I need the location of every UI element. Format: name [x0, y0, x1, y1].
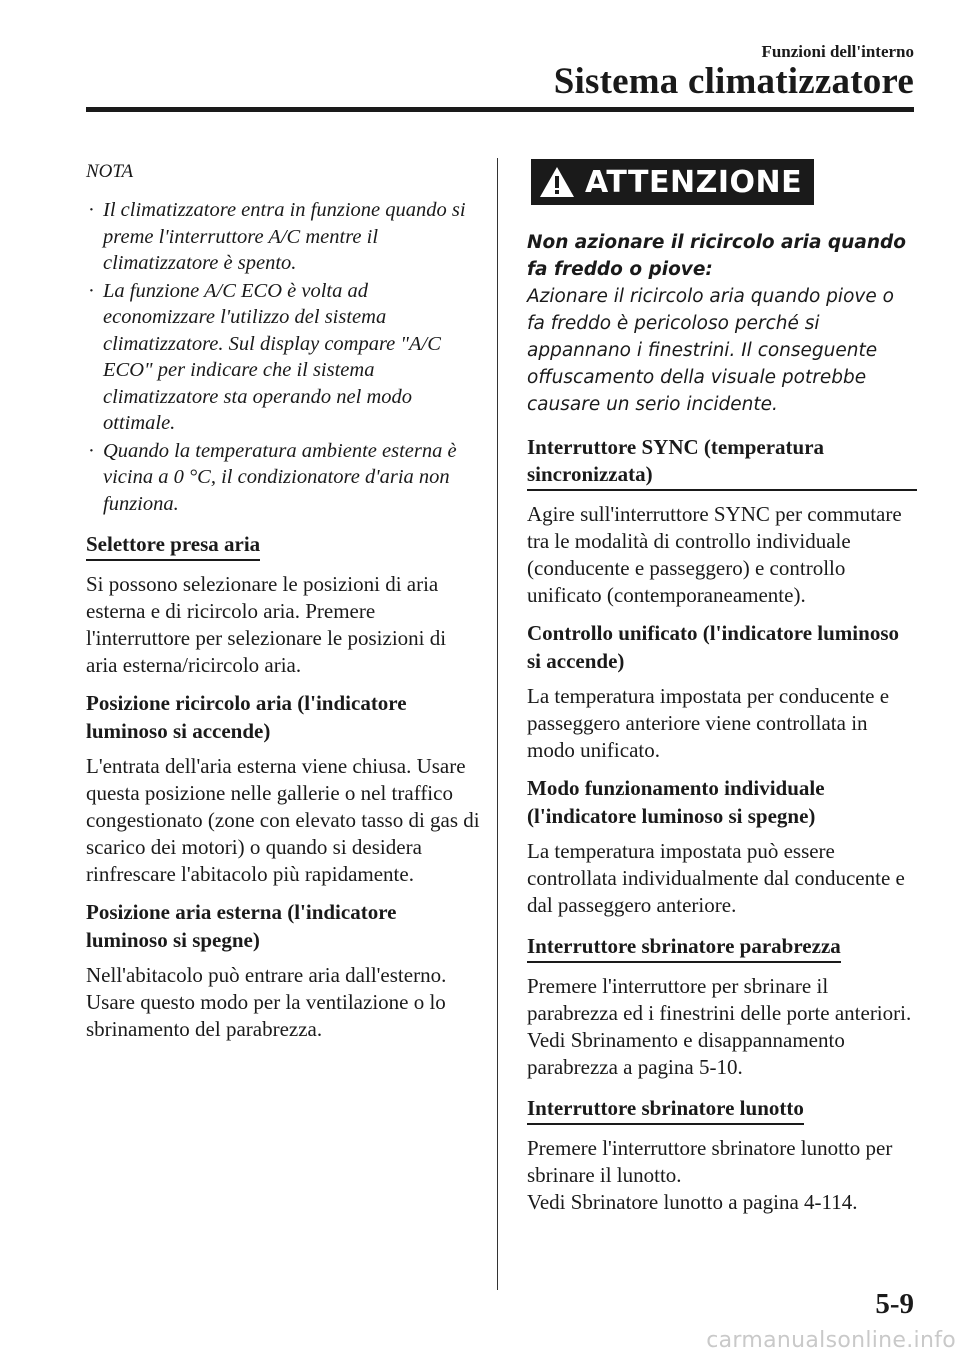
warning-text: Azionare il ricircolo aria quando piove o fa freddo è pericoloso perché si appannano i finestrini. Il conseguente offuscamento della visuale potrebbe causare un serio incidente.: [527, 286, 894, 415]
bullet-icon: ·: [88, 199, 95, 221]
page-title: Sistema climatizzatore: [553, 61, 914, 102]
recirc-text: L'entrata dell'aria esterna viene chiusa. Usare questa posizione nelle gallerie o nel traffico congestionato (zone con elevato tasso di gas di scarico dei motori) o quando si desidera rinfrescare l'abitacolo più rapidamente.: [86, 754, 480, 886]
watermark: carmanualsonline.info: [706, 1328, 956, 1353]
rear-defroster-text: Premere l'interruttore sbrinatore lunotto per sbrinare il lunotto.: [527, 1136, 893, 1187]
column-divider: [497, 158, 498, 1290]
note-item: [86, 438, 480, 518]
note-item: [86, 278, 480, 437]
right-column: [527, 158, 917, 1224]
unified-heading: Controllo unificato (l'indicatore luminoso si accende): [527, 621, 899, 673]
warning-heading: Non azionare il ricircolo aria quando fa freddo o piove:: [527, 232, 906, 280]
windshield-text: Premere l'interruttore per sbrinare il parabrezza ed i finestrini delle porte anteriori.: [527, 974, 912, 1025]
warning-label: ATTENZIONE: [585, 164, 803, 200]
note-item-text: Il climatizzatore entra in funzione quando si preme l'interruttore A/C mentre il climatizzatore è spento.: [103, 199, 466, 274]
note-item-text: Quando la temperatura ambiente esterna è vicina a 0 °C, il condizionatore d'aria non funziona.: [103, 439, 457, 515]
individual-heading: Modo funzionamento individuale (l'indicatore luminoso si spegne): [527, 776, 825, 828]
warning-body: [527, 229, 917, 418]
warning-badge: [531, 159, 814, 205]
windshield-heading: Interruttore sbrinatore parabrezza: [527, 933, 841, 963]
sync-heading: Interruttore SYNC (temperatura sincronizzata): [527, 434, 917, 491]
recirc-heading: Posizione ricircolo aria (l'indicatore luminoso si accende): [86, 691, 407, 743]
note-item: [86, 197, 480, 277]
windshield-reference: Vedi Sbrinamento e disappannamento parabrezza a pagina 5-10.: [527, 1028, 845, 1079]
warning-icon: [539, 166, 575, 198]
individual-text: La temperatura impostata può essere controllata individualmente dal conducente e dal passeggero anteriore.: [527, 839, 905, 917]
header-rule: [86, 107, 914, 112]
note-list: [86, 197, 480, 517]
note-label: NOTA: [86, 161, 134, 182]
bullet-icon: ·: [88, 279, 95, 302]
bullet-icon: ·: [88, 439, 95, 462]
note-item-text: La funzione A/C ECO è volta ad economizzare l'utilizzo del sistema climatizzatore. Sul display compare "A/C ECO" per indicare che il sistema climatizzatore sta operando nel modo ottimale.: [103, 279, 441, 434]
section-title: Funzioni dell'interno: [761, 42, 914, 61]
selector-text: Si possono selezionare le posizioni di aria esterna e di ricircolo aria. Premere l'interruttore per selezionare le posizioni di aria esterna/ricircolo aria.: [86, 572, 447, 677]
outside-heading: Posizione aria esterna (l'indicatore luminoso si spegne): [86, 900, 397, 952]
sync-text: Agire sull'interruttore SYNC per commutare tra le modalità di controllo individuale (conducente e passeggero) e controllo unificato (contemporaneamente).: [527, 502, 902, 607]
rear-defroster-heading: Interruttore sbrinatore lunotto: [527, 1095, 804, 1125]
left-column: [86, 158, 480, 1051]
outside-text: Nell'abitacolo può entrare aria dall'esterno. Usare questo modo per la ventilazione o lo sbrinamento del parabrezza.: [86, 963, 447, 1041]
selector-heading: Selettore presa aria: [86, 531, 260, 561]
page-number: 5-9: [875, 1288, 914, 1320]
unified-text: La temperatura impostata per conducente e passeggero anteriore viene controllata in modo unificato.: [527, 684, 890, 762]
rear-defroster-reference: Vedi Sbrinatore lunotto a pagina 4-114.: [527, 1190, 858, 1214]
